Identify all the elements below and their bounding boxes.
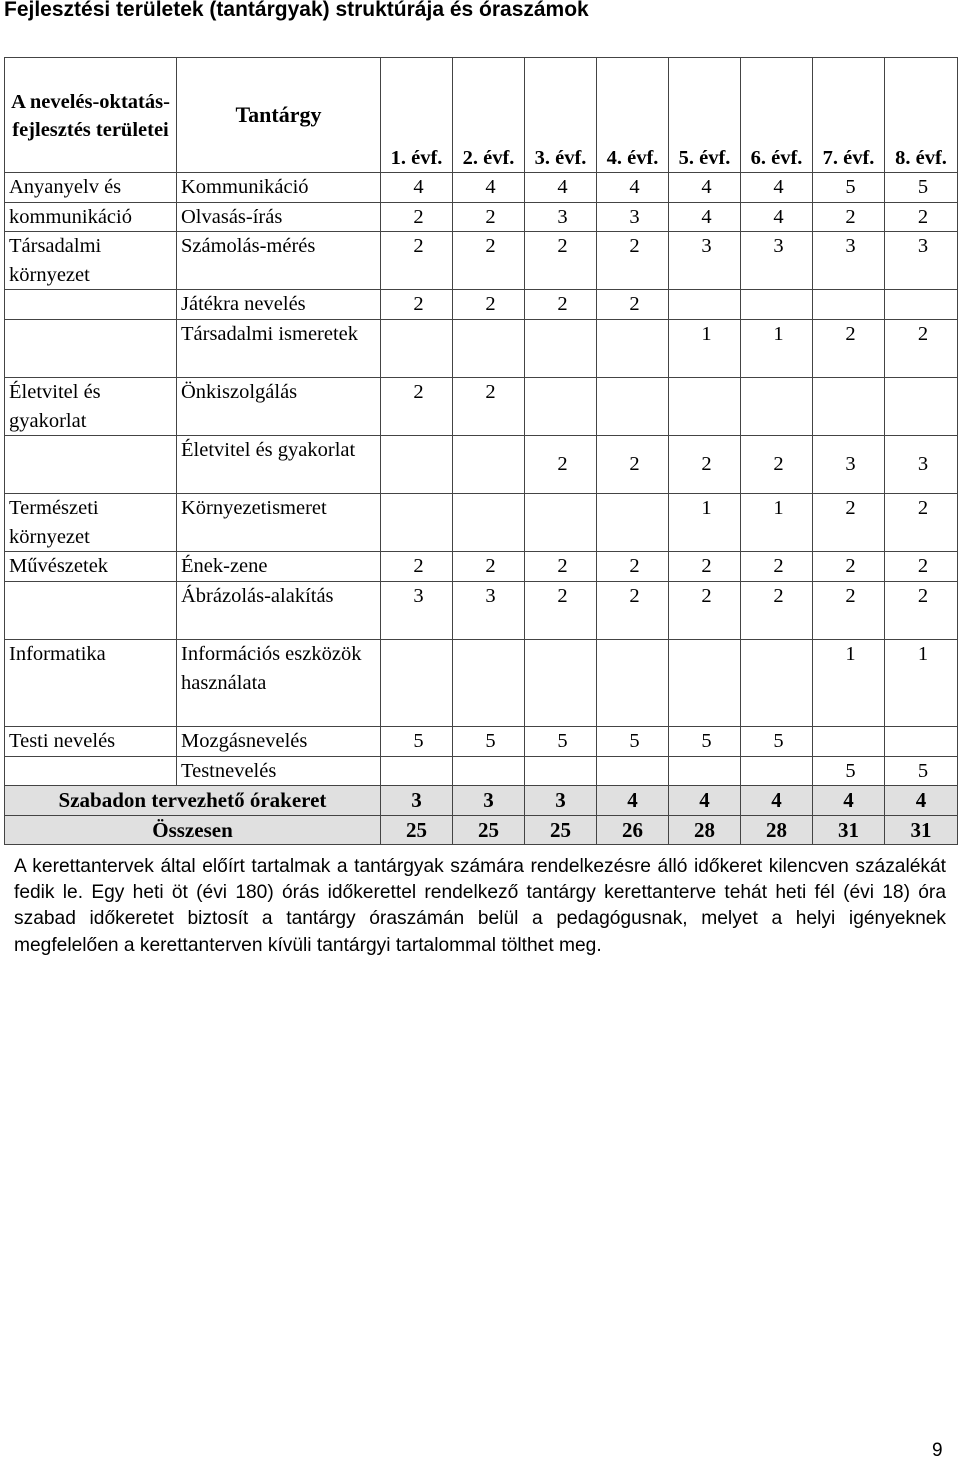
hours-cell [885, 377, 958, 435]
hours-cell: 1 [741, 319, 813, 377]
free-hours-row-label: Szabadon tervezhető órakeret [5, 786, 381, 816]
hours-cell [525, 494, 597, 552]
area-cell: Informatika [5, 639, 177, 726]
table-body [5, 173, 958, 845]
hours-cell [453, 494, 525, 552]
header-year-3: 3. évf. [525, 58, 597, 173]
hours-cell: 2 [669, 552, 741, 582]
hours-cell: 2 [381, 377, 453, 435]
area-cell: Életvitel és gyakorlat [5, 377, 177, 435]
hours-cell [741, 639, 813, 726]
hours-cell [669, 639, 741, 726]
hours-cell: 2 [597, 552, 669, 582]
subject-cell: Életvitel és gyakorlat [177, 436, 381, 494]
hours-cell: 5 [669, 726, 741, 756]
hours-cell: 2 [453, 202, 525, 232]
hours-cell: 4 [741, 202, 813, 232]
area-cell: Természeti környezet [5, 494, 177, 552]
hours-cell: 4 [669, 173, 741, 203]
table-row [5, 494, 958, 552]
hours-cell: 4 [597, 786, 669, 816]
hours-cell [597, 319, 669, 377]
table-row [5, 639, 958, 726]
subject-cell: Ének-zene [177, 552, 381, 582]
area-cell [5, 290, 177, 320]
hours-cell [453, 756, 525, 786]
hours-cell: 2 [741, 436, 813, 494]
hours-cell: 5 [525, 726, 597, 756]
hours-cell: 4 [525, 173, 597, 203]
hours-cell [453, 319, 525, 377]
hours-cell: 31 [885, 815, 958, 845]
header-year-5: 5. évf. [669, 58, 741, 173]
hours-cell [597, 756, 669, 786]
table-row [5, 290, 958, 320]
hours-cell: 2 [813, 494, 885, 552]
hours-cell [813, 290, 885, 320]
header-year-2: 2. évf. [453, 58, 525, 173]
hours-cell: 4 [669, 786, 741, 816]
hours-cell: 2 [885, 552, 958, 582]
hours-cell [525, 377, 597, 435]
hours-cell [525, 756, 597, 786]
table-row [5, 726, 958, 756]
header-area: A nevelés-oktatás-fejlesztés területei [5, 58, 177, 173]
hours-cell [597, 377, 669, 435]
area-cell: kommunikáció [5, 202, 177, 232]
subject-cell: Társadalmi ismeretek [177, 319, 381, 377]
header-year-1: 1. évf. [381, 58, 453, 173]
table-row [5, 552, 958, 582]
header-year-8: 8. évf. [885, 58, 958, 173]
hours-cell: 2 [381, 202, 453, 232]
hours-cell: 2 [525, 436, 597, 494]
table-row [5, 581, 958, 639]
hours-cell: 25 [381, 815, 453, 845]
hours-cell: 1 [669, 494, 741, 552]
hours-cell: 3 [813, 436, 885, 494]
hours-table [4, 57, 958, 845]
hours-cell: 2 [813, 581, 885, 639]
hours-cell: 4 [741, 786, 813, 816]
hours-cell: 5 [813, 756, 885, 786]
hours-cell: 1 [885, 639, 958, 726]
area-cell [5, 436, 177, 494]
hours-cell: 1 [669, 319, 741, 377]
hours-cell: 2 [453, 290, 525, 320]
subject-cell: Olvasás-írás [177, 202, 381, 232]
hours-cell: 5 [741, 726, 813, 756]
area-cell: Művészetek [5, 552, 177, 582]
header-year-6: 6. évf. [741, 58, 813, 173]
hours-cell [669, 756, 741, 786]
header-year-7: 7. évf. [813, 58, 885, 173]
hours-cell: 2 [597, 436, 669, 494]
hours-cell: 2 [525, 552, 597, 582]
hours-cell: 2 [885, 494, 958, 552]
hours-cell: 28 [741, 815, 813, 845]
hours-cell [741, 756, 813, 786]
page-title: Fejlesztési területek (tantárgyak) struktúrája és óraszámok [4, 0, 589, 21]
hours-cell: 2 [453, 377, 525, 435]
table-row [5, 756, 958, 786]
table-row [5, 436, 958, 494]
hours-cell: 4 [669, 202, 741, 232]
hours-cell: 2 [813, 202, 885, 232]
hours-cell: 31 [813, 815, 885, 845]
hours-cell: 1 [813, 639, 885, 726]
hours-cell: 2 [813, 552, 885, 582]
hours-cell: 3 [741, 232, 813, 290]
hours-cell: 2 [453, 552, 525, 582]
hours-cell: 25 [525, 815, 597, 845]
hours-cell: 4 [381, 173, 453, 203]
hours-cell: 1 [741, 494, 813, 552]
hours-cell: 28 [669, 815, 741, 845]
hours-cell: 2 [669, 436, 741, 494]
subject-cell: Önkiszolgálás [177, 377, 381, 435]
hours-cell: 2 [525, 290, 597, 320]
hours-cell [597, 494, 669, 552]
hours-cell: 5 [885, 756, 958, 786]
area-cell: Társadalmi környezet [5, 232, 177, 290]
hours-cell: 5 [381, 726, 453, 756]
header-row [5, 58, 958, 173]
hours-cell [741, 377, 813, 435]
table-row [5, 173, 958, 203]
hours-cell: 2 [381, 232, 453, 290]
hours-cell: 4 [453, 173, 525, 203]
hours-cell: 3 [813, 232, 885, 290]
hours-cell: 3 [381, 581, 453, 639]
hours-cell: 2 [885, 581, 958, 639]
hours-cell: 5 [597, 726, 669, 756]
hours-cell: 2 [885, 202, 958, 232]
hours-cell: 2 [525, 581, 597, 639]
hours-cell [669, 377, 741, 435]
hours-cell: 4 [885, 786, 958, 816]
hours-cell [669, 290, 741, 320]
hours-cell: 5 [813, 173, 885, 203]
total-row-label: Összesen [5, 815, 381, 845]
header-year-4: 4. évf. [597, 58, 669, 173]
hours-cell: 3 [885, 436, 958, 494]
hours-cell: 2 [525, 232, 597, 290]
hours-cell [525, 639, 597, 726]
hours-cell [381, 639, 453, 726]
hours-cell: 26 [597, 815, 669, 845]
area-cell [5, 581, 177, 639]
hours-cell: 2 [381, 552, 453, 582]
hours-cell: 3 [525, 202, 597, 232]
hours-cell [885, 290, 958, 320]
table-row [5, 202, 958, 232]
subject-cell: Ábrázolás-alakítás [177, 581, 381, 639]
free-hours-row [5, 786, 958, 816]
hours-cell [381, 436, 453, 494]
total-row [5, 815, 958, 845]
area-cell [5, 319, 177, 377]
subject-cell: Környezetismeret [177, 494, 381, 552]
table-row [5, 232, 958, 290]
hours-cell: 3 [597, 202, 669, 232]
hours-cell: 2 [813, 319, 885, 377]
hours-cell: 2 [885, 319, 958, 377]
hours-cell [597, 639, 669, 726]
hours-cell [381, 756, 453, 786]
hours-cell [885, 726, 958, 756]
table-row [5, 377, 958, 435]
hours-cell: 3 [453, 581, 525, 639]
hours-cell: 3 [669, 232, 741, 290]
hours-cell: 3 [885, 232, 958, 290]
hours-cell [381, 319, 453, 377]
body-paragraph: A kerettantervek által előírt tartalmak a tantárgyak számára rendelkezésre álló időkeret kilencven százalékát fedik le. Egy heti öt (évi 180) órás időkerettel rendelkező tantárgy kerettanterve tehát heti fél (évi 18) óra szabad időkeretet biztosít a tantárgy óraszámán belül a pedagógusnak, melyet a helyi igényeknek megfelelően a kerettanterven kívüli tantárgyi tartalommal tölthet meg. [14, 856, 946, 956]
header-subject: Tantárgy [177, 58, 381, 173]
hours-cell: 25 [453, 815, 525, 845]
hours-cell: 3 [453, 786, 525, 816]
hours-cell [453, 436, 525, 494]
hours-cell: 2 [597, 581, 669, 639]
hours-cell [813, 726, 885, 756]
hours-cell [741, 290, 813, 320]
hours-cell: 2 [381, 290, 453, 320]
hours-cell: 2 [597, 290, 669, 320]
subject-cell: Mozgásnevelés [177, 726, 381, 756]
hours-cell: 4 [813, 786, 885, 816]
page-number: 9 [932, 1440, 943, 1461]
hours-cell: 4 [597, 173, 669, 203]
hours-cell [525, 319, 597, 377]
hours-cell: 2 [741, 581, 813, 639]
hours-cell: 4 [741, 173, 813, 203]
hours-cell: 5 [453, 726, 525, 756]
hours-cell: 3 [381, 786, 453, 816]
hours-cell [453, 639, 525, 726]
subject-cell: Játékra nevelés [177, 290, 381, 320]
hours-cell [381, 494, 453, 552]
hours-cell: 5 [885, 173, 958, 203]
subject-cell: Testnevelés [177, 756, 381, 786]
hours-cell: 2 [453, 232, 525, 290]
subject-cell: Információs eszközök használata [177, 639, 381, 726]
area-cell [5, 756, 177, 786]
hours-cell: 2 [741, 552, 813, 582]
hours-cell: 2 [597, 232, 669, 290]
table-row [5, 319, 958, 377]
area-cell: Testi nevelés [5, 726, 177, 756]
hours-cell [813, 377, 885, 435]
area-cell: Anyanyelv és [5, 173, 177, 203]
subject-cell: Kommunikáció [177, 173, 381, 203]
subject-cell: Számolás-mérés [177, 232, 381, 290]
hours-cell: 2 [669, 581, 741, 639]
hours-cell: 3 [525, 786, 597, 816]
